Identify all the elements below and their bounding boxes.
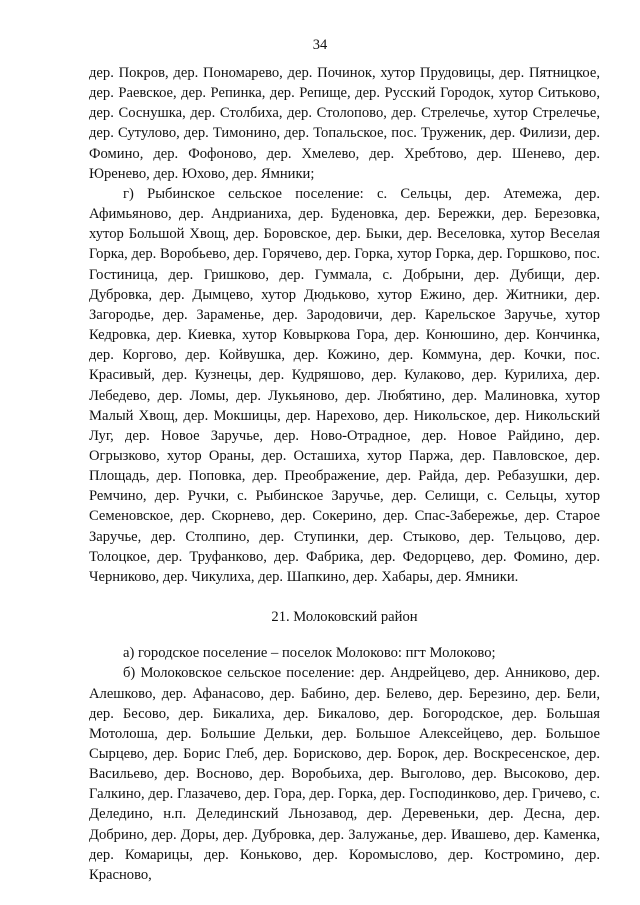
- paragraph-continued-list: дер. Покров, дер. Пономарево, дер. Починок, хутор Прудовицы, дер. Пятницкое, дер. Раевское, дер. Репинка, дер. Репище, дер. Русский Городок, хутор Ситьково, дер. Соснушка, дер. Столбиха, дер. Столопово, дер. Стрелечье, хутор Стрелечье, дер. Сутулово, дер. Тимонино, дер. Топальское, пос. Труженик, дер. Филизи, дер. Фомино, дер. Фофоново, дер. Хмелево, дер. Хребтово, дер. Шенево, дер. Юренево, дер. Юхово, дер. Ямники;: [89, 65, 600, 182]
- document-body: [89, 63, 600, 885]
- paragraph-rybinskoe-settlement: г) Рыбинское сельское поселение: с. Сельцы, дер. Атемежа, дер. Афимьяново, дер. Андрианиха, дер. Буденовка, дер. Бережки, дер. Березовка, хутор Большой Хвощ, дер. Боровское, дер. Быки, дер. Веселовка, хутор Веселая Горка, дер. Воробьево, дер. Горячево, дер. Горка, хутор Горка, дер. Горшково, пос. Гостиница, дер. Гришково, дер. Гуммала, с. Добрыни, дер. Дубищи, дер. Дубровка, дер. Дымцево, хутор Дюдьково, хутор Ежино, дер. Житники, дер. Загородье, дер. Зараменье, дер. Зародовичи, дер. Карельское Заручье, хутор Кедровка, дер. Киевка, хутор Ковыркова Гора, дер. Конюшино, дер. Кончинка, дер. Коргово, дер. Койвушка, дер. Кожино, дер. Коммуна, дер. Кочки, пос. Красивый, дер. Кузнецы, дер. Кудряшово, дер. Кулаково, дер. Курилиха, дер. Лебедево, дер. Ломы, дер. Лукьяново, дер. Любятино, дер. Малиновка, хутор Малый Хвощ, дер. Мокшицы, дер. Нарехово, дер. Никольское, дер. Никольский Луг, дер. Новое Заручье, дер. Ново-Отрадное, дер. Новое Райдино, дер. Огрызково, хутор Ораны, дер. Осташиха, хутор Паржа, дер. Павловское, дер. Площадь, дер. Поповка, дер. Преображение, дер. Райда, дер. Ребазушки, дер. Ремчино, дер. Ручки, с. Рыбинское Заручье, дер. Селищи, с. Сельцы, хутор Семеновское, дер. Скорнево, дер. Сокерино, дер. Спас-Забережье, дер. Старое Заручье, дер. Столпино, дер. Ступинки, дер. Стыково, дер. Тельцово, дер. Толоцкое, дер. Труфанково, дер. Фабрика, дер. Федорцево, дер. Фомино, дер. Черниково, дер. Чикулиха, дер. Шапкино, дер. Хабары, дер. Ямники.: [89, 185, 600, 585]
- paragraph-molokovskoe-settlement: б) Молоковское сельское поселение: дер. Андрейцево, дер. Анниково, дер. Алешково, дер. Афанасово, дер. Бабино, дер. Белево, дер. Березино, дер. Бели, дер. Бесово, дер. Бикалиха, дер. Бикалово, дер. Богородское, дер. Большая Мотолоша, дер. Большие Дельки, дер. Большое Алексейцево, дер. Большое Сырцево, дер. Борис Глеб, дер. Борисково, дер. Борок, дер. Воскресенское, дер. Васильево, дер. Восново, дер. Воробьиха, дер. Выголово, дер. Высоково, дер. Галкино, дер. Глазачево, дер. Гора, дер. Горка, дер. Господинково, дер. Гричево, с. Деледино, н.п. Делединский Льнозавод, дер. Деревеньки, дер. Десна, дер. Добрино, дер. Доры, дер. Дубровка, дер. Залужанье, дер. Ивашево, дер. Каменка, дер. Комарицы, дер. Коньково, дер. Коромыслово, дер. Костромино, дер. Красново,: [89, 665, 600, 883]
- section-title: 21. Молоковский район: [271, 609, 418, 626]
- paragraph-urban-settlement: а) городское поселение – поселок Молоково: пгт Молоково;: [123, 645, 496, 662]
- page-number: 34: [312, 37, 328, 53]
